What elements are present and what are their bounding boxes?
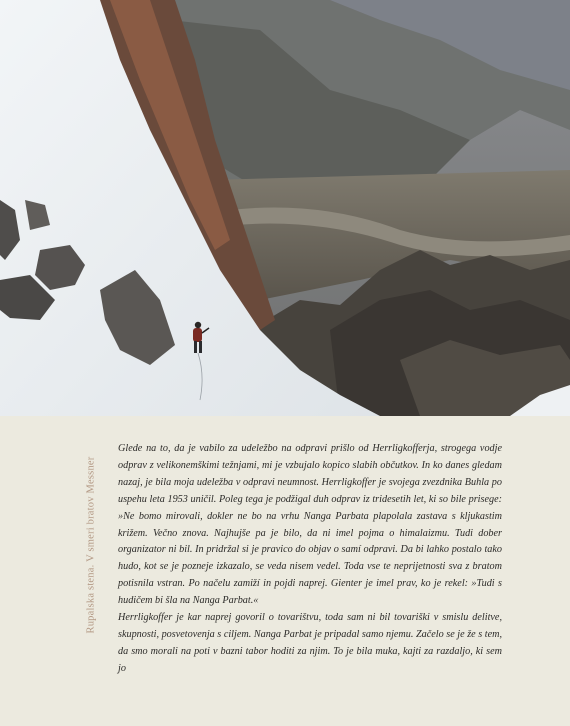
paragraph-1: Glede na to, da je vabilo za udeležbo na odpravi prišlo od Herrligkofferja, strogega vodje odprav z velikonemškimi težnjami, mi je vzbujalo kopico slabih občutkov. In ko danes gledam nazaj, je bila moja udeležba v odpravi neumnost. Herrligkoffer je svojega zvezdnika Buhla po uspehu leta 1953 uničil. Poleg tega je podžigal duh odprav iz tridesetih let, ki so bile prisege: »Ne bomo mirovali, dokler ne bo na vrhu Nanga Parbata plapolala zastava s kljukastim križem. Večno znova. Najhujše pa je bilo, da ni imel pojma o himalaizmu. Tudi dober organizator ni bil. In pridržal si je pravico do objav o samí odpravi. Da bi lahko postalo tako hudo, kot se je pozneje izkazalo, se veda nisem vedel. Toda vse te neprijetnosti sva z bratom potisnila vstran. Po načelu zamiží in pojdi naprej. Gienter je imel prav, ko je rekel: »Tudi s hudičem bi šla na Nanga Parbat.« xyxy=(118,443,502,607)
caption-text: Rupalska stena. V smeri bratov Messner xyxy=(85,456,97,634)
paragraph-2: Herrligkoffer je kar naprej govoril o tovarištvu, toda sam ni bil tovariški v smislu delitve, skupnosti, posvetovenja s ciljem. Nanga Parbat je pripadal samo njemu. Začelo se je že s tem, da smo morali na poti v bazni tabor hoditi za njim. To je bila muka, kajti za razdaljo, ki sem jo xyxy=(118,612,502,674)
side-caption xyxy=(84,440,98,650)
body-text xyxy=(118,441,502,678)
